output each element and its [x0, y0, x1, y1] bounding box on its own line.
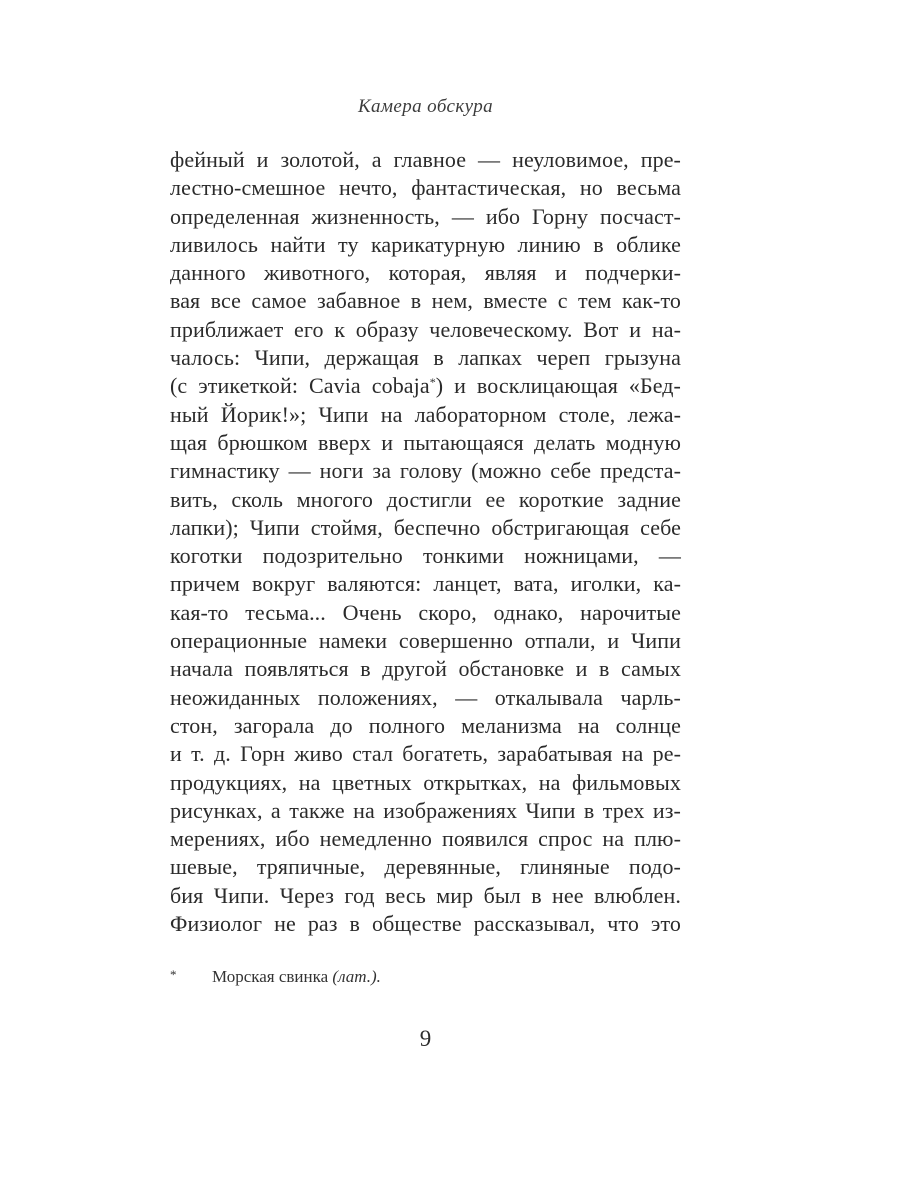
text-line: лестно-смешное нечто, фантастическая, но весьма	[170, 175, 681, 201]
text-line: причем вокруг валяются: ланцет, вата, иголки, ка-	[170, 571, 681, 597]
footnote-text: Морская свинка	[212, 967, 333, 986]
footnote-marker-asterisk: *	[170, 967, 177, 982]
text-line: гимнастику — ноги за голову (можно себе предста-	[170, 458, 681, 484]
text-line: бия Чипи. Через год весь мир был в нее влюблен.	[170, 882, 681, 908]
text-line: Физиолог не раз в обществе рассказывал, что это	[170, 911, 681, 937]
footnote-language-note: (лат.).	[332, 967, 381, 986]
text-line: шевые, тряпичные, деревянные, глиняные подо-	[170, 854, 681, 880]
text-line: операционные намеки совершенно отпали, и Чипи	[170, 628, 681, 654]
text-line: определенная жизненность, — ибо Горну посчаст-	[170, 203, 681, 229]
text-line: неожиданных положениях, — откалывала чарль-	[170, 684, 681, 710]
footnote	[170, 966, 681, 988]
footnote-body	[212, 967, 381, 986]
text-line: приближает его к образу человеческому. Вот и на-	[170, 316, 681, 342]
text-line: начала появляться в другой обстановке и в самых	[170, 656, 681, 682]
text-line: коготки подозрительно тонкими ножницами, —	[170, 543, 681, 569]
text-line: стон, загорала до полного меланизма на солнце	[170, 712, 681, 738]
text-line: продукциях, на цветных открытках, на фильмовых	[170, 769, 681, 795]
text-line: ный Йорик!»; Чипи на лабораторном столе, лежа-	[170, 401, 681, 427]
text-line: ливилось найти ту карикатурную линию в облике	[170, 231, 681, 257]
footnote-reference-asterisk: *	[429, 375, 436, 390]
text-line: вить, сколь многого достигли ее короткие задние	[170, 486, 681, 512]
text-line: и т. д. Горн живо стал богатеть, зарабатывая на ре-	[170, 741, 681, 767]
text-line: щая брюшком вверх и пытающаяся делать модную	[170, 429, 681, 455]
text-line: рисунках, а также на изображениях Чипи в трех из-	[170, 797, 681, 823]
text-line: вая все самое забавное в нем, вместе с тем как-то	[170, 288, 681, 314]
page-number: 9	[419, 1026, 432, 1051]
text-line: мерениях, ибо немедленно появился спрос на плю-	[170, 826, 681, 852]
text-line: данного животного, которая, являя и подчерки-	[170, 260, 681, 286]
text-line: лапки); Чипи стоймя, беспечно обстригающая себе	[170, 514, 681, 540]
text-line: (с этикеткой: Cavia cobaja*) и восклицающая «Бед-	[170, 373, 681, 399]
body-text	[170, 146, 681, 938]
text-line: чалось: Чипи, держащая в лапках череп грызуна	[170, 345, 681, 371]
text-line: кая-то тесьма... Очень скоро, однако, нарочитые	[170, 599, 681, 625]
text-line: фейный и золотой, а главное — неуловимое, пре-	[170, 147, 681, 172]
running-title: Камера обскура	[357, 96, 494, 117]
